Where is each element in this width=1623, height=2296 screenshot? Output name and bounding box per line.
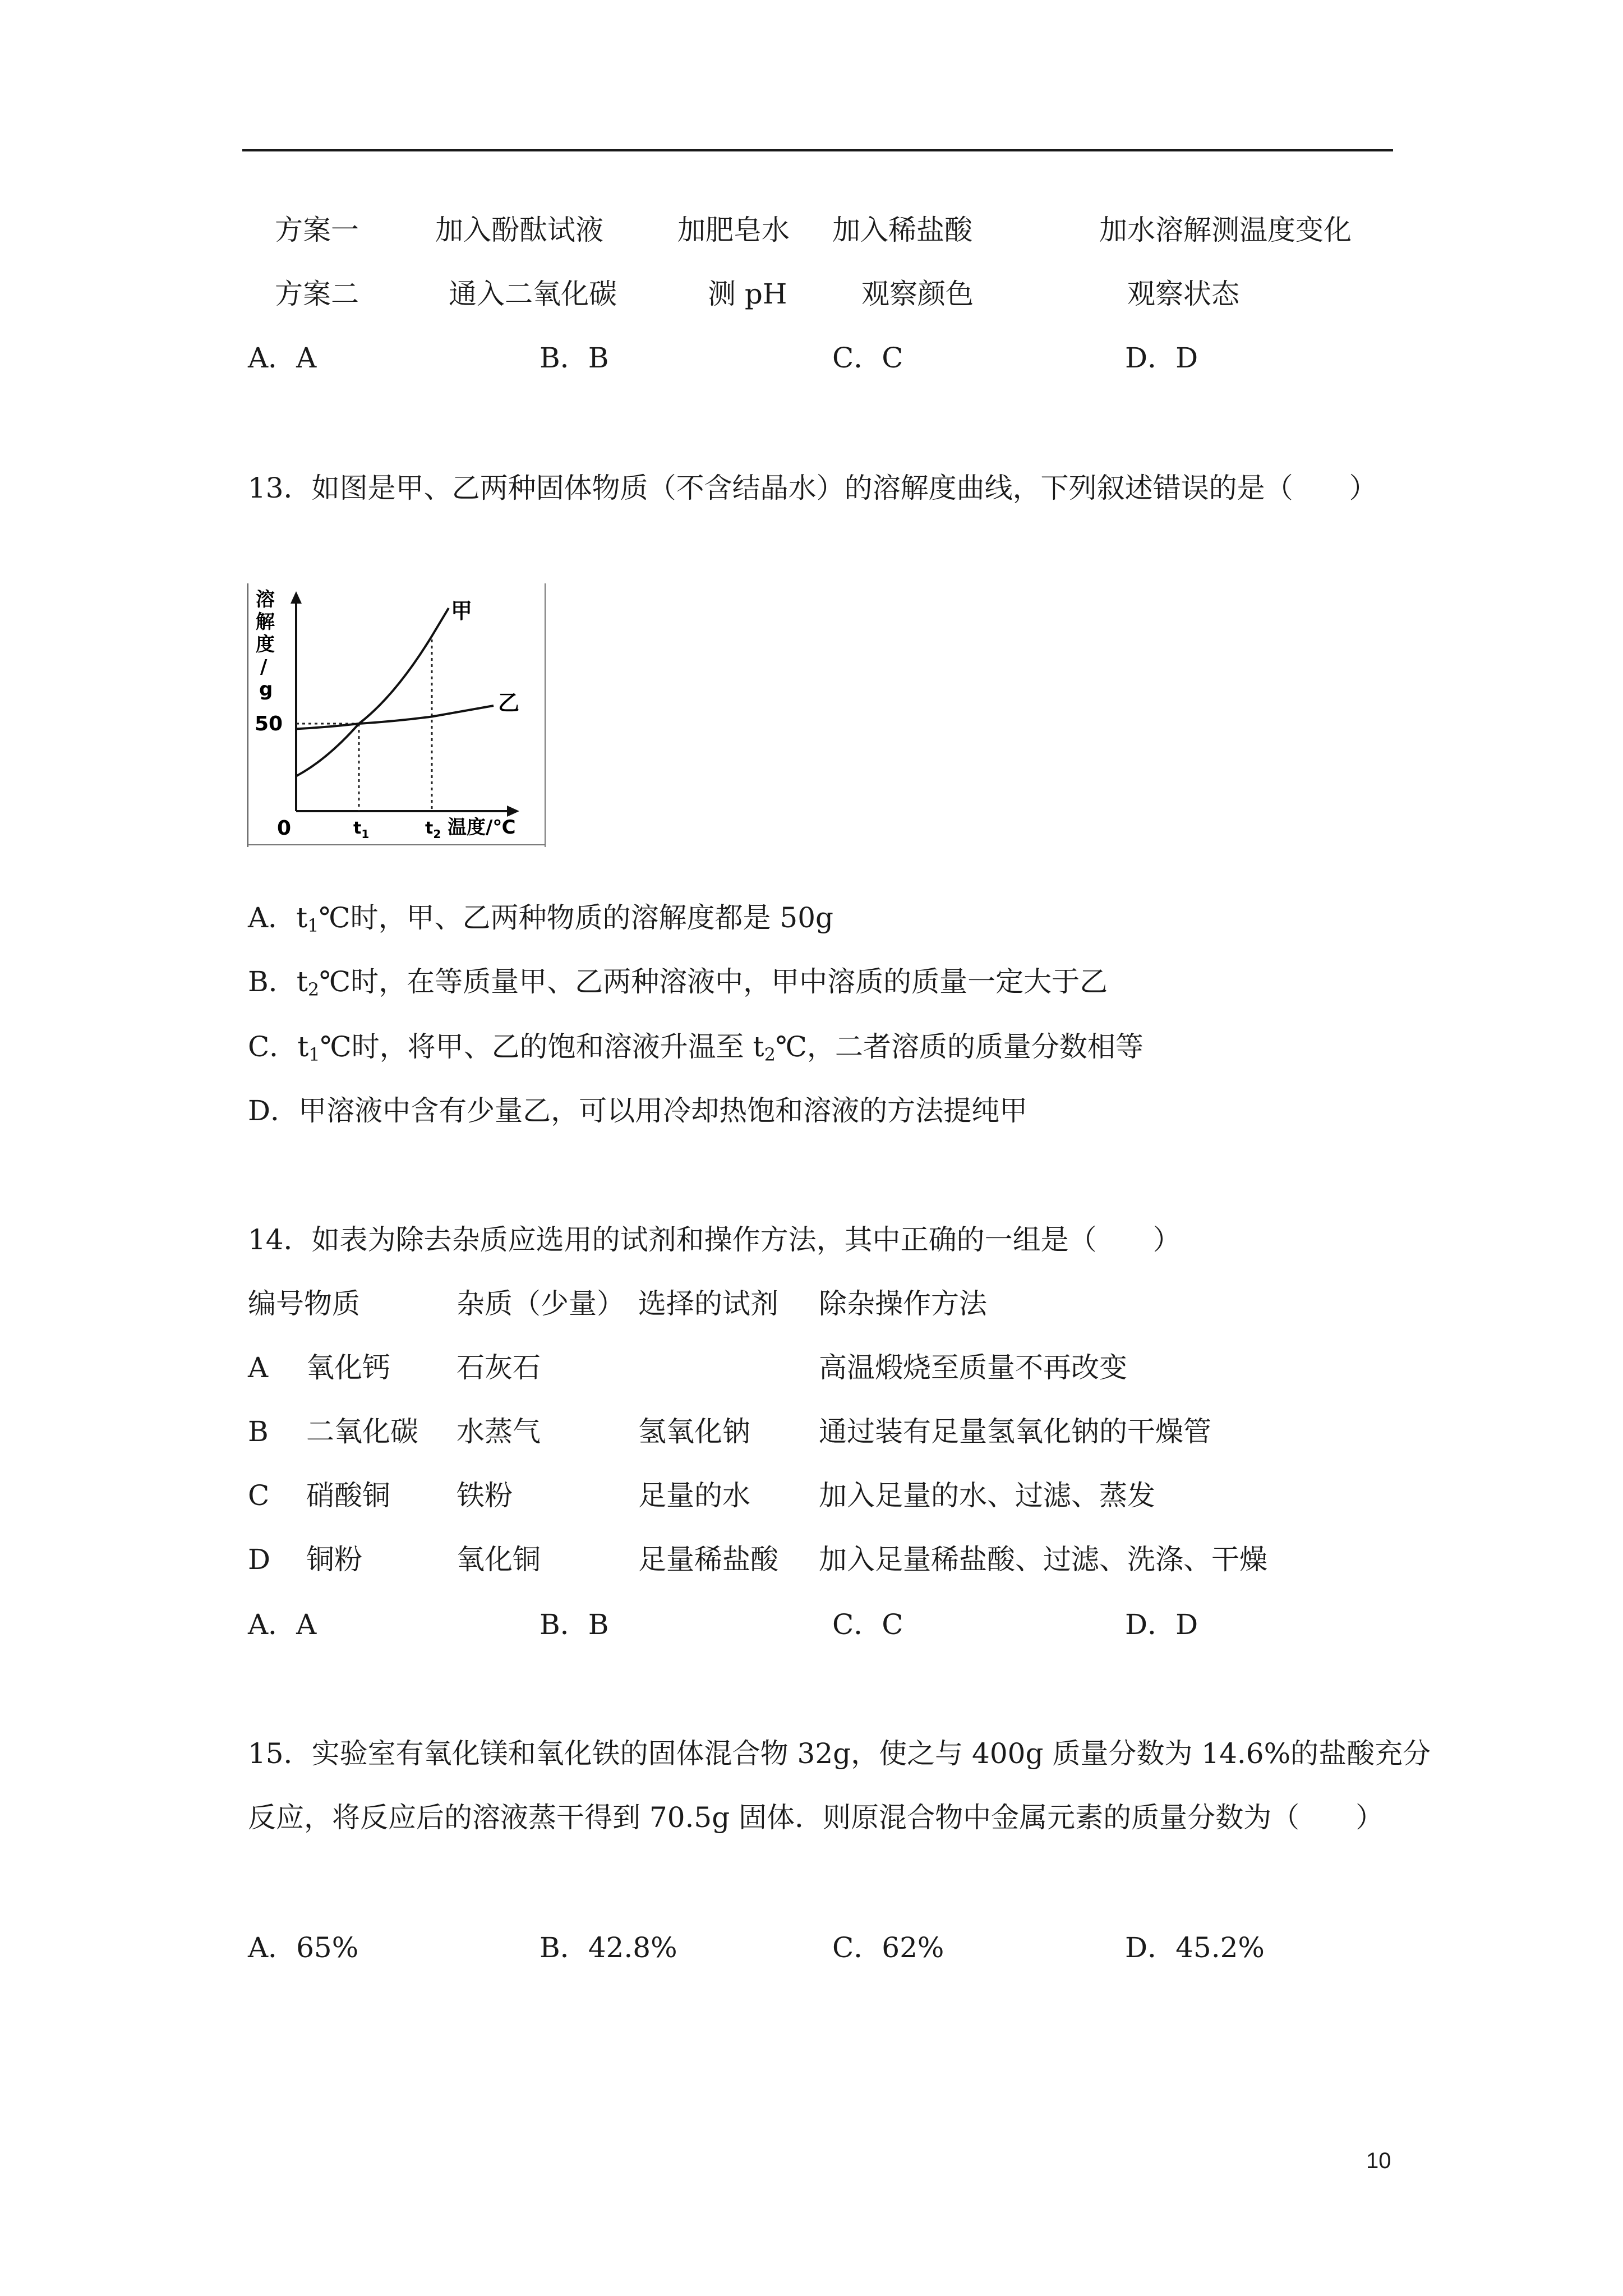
series-label-jia: 甲 — [451, 599, 473, 623]
q14-cell: 高温煅烧至质量不再改变 — [819, 1351, 1127, 1384]
origin-label: 0 — [277, 817, 292, 840]
q12-row1-cell: 加入稀盐酸 — [832, 214, 972, 246]
q14-option-d[interactable]: D．D — [1125, 1608, 1198, 1641]
q14-cell: 加入足量的水、过滤、蒸发 — [819, 1479, 1155, 1512]
q14-option-c[interactable]: C．C — [832, 1608, 903, 1641]
q14-stem: 14．如表为除去杂质应选用的试剂和操作方法，其中正确的一组是（ ） — [248, 1223, 1181, 1256]
q14-cell: 铜粉 — [306, 1543, 362, 1576]
solubility-chart — [247, 583, 550, 847]
q13-option-d[interactable]: D．甲溶液中含有少量乙，可以用冷却热饱和溶液的方法提纯甲 — [248, 1094, 1028, 1127]
q14-row-id: D — [248, 1543, 271, 1576]
q14-header-cell: 杂质（少量） — [457, 1287, 625, 1320]
q14-cell: 二氧化碳 — [306, 1415, 418, 1448]
series-label-yi: 乙 — [498, 691, 520, 715]
q12-row2-cell: 观察颜色 — [861, 278, 974, 310]
x-tick-t1: $t_1$ — [353, 818, 370, 841]
q14-option-b[interactable]: B．B — [540, 1608, 609, 1641]
q14-cell: 加入足量稀盐酸、过滤、洗涤、干燥 — [819, 1543, 1267, 1576]
page-number: 10 — [1366, 2148, 1391, 2173]
y-label-char: 溶 — [256, 588, 275, 611]
y-label-char: 解 — [256, 611, 275, 633]
q14-cell: 氧化铜 — [457, 1543, 541, 1576]
q13-option-c[interactable]: C．$t_1℃$时，将甲、乙的饱和溶液升温至 $t_2℃$，二者溶质的质量分数相等 — [248, 1030, 1144, 1065]
q13-option-a[interactable]: A．$t_1℃$时，甲、乙两种物质的溶解度都是 50g — [248, 901, 834, 936]
q15-stem-line2: 反应，将反应后的溶液蒸干得到 70.5g 固体．则原混合物中金属元素的质量分数为（ ） — [248, 1801, 1384, 1834]
q14-cell: 水蒸气 — [457, 1415, 541, 1448]
curve-yi — [296, 706, 494, 729]
q12-option-b[interactable]: B．B — [540, 342, 609, 374]
y-label-char: g — [259, 678, 273, 701]
q14-cell: 足量稀盐酸 — [638, 1543, 778, 1576]
q15-option-d[interactable]: D．45.2% — [1125, 1931, 1265, 1964]
q12-option-a[interactable]: A．A — [248, 342, 317, 374]
q15-option-b[interactable]: B．42.8% — [540, 1931, 677, 1964]
q14-cell: 通过装有足量氢氧化钠的干燥管 — [819, 1415, 1211, 1448]
q15-option-c[interactable]: C．62% — [832, 1931, 944, 1964]
q15-option-a[interactable]: A．65% — [248, 1931, 359, 1964]
y-axis-arrow — [291, 591, 302, 604]
q14-header-cell: 编号物质 — [248, 1287, 360, 1320]
y-label-char: 度 — [256, 633, 275, 656]
q14-cell: 氢氧化钠 — [638, 1415, 750, 1448]
y-tick-50: 50 — [255, 712, 283, 735]
x-tick-t2: $t_2$ — [425, 818, 441, 841]
q12-row1-cell: 加入酚酞试液 — [435, 214, 603, 246]
q12-row1-cell: 加肥皂水 — [677, 214, 790, 246]
q12-row1-label: 方案一 — [275, 214, 359, 246]
q14-header-cell: 选择的试剂 — [638, 1287, 778, 1320]
q12-option-c[interactable]: C．C — [832, 342, 903, 374]
q14-row-id: C — [248, 1479, 270, 1512]
q14-cell: 铁粉 — [457, 1479, 513, 1512]
x-axis-label: 温度/℃ — [448, 816, 516, 839]
q12-row2-label: 方案二 — [275, 278, 359, 310]
q14-cell: 石灰石 — [457, 1351, 541, 1384]
q12-row1-cell: 加水溶解测温度变化 — [1099, 214, 1352, 246]
q12-row2-cell: 测 pH — [708, 278, 787, 310]
q14-cell: 氧化钙 — [306, 1351, 390, 1384]
q15-stem-line1: 15．实验室有氧化镁和氧化铁的固体混合物 32g，使之与 400g 质量分数为 14.6%的盐酸充分 — [248, 1737, 1431, 1770]
q12-row2-cell: 通入二氧化碳 — [449, 278, 617, 310]
q12-row2-cell: 观察状态 — [1127, 278, 1239, 310]
q14-row-id: B — [248, 1415, 269, 1448]
q14-option-a[interactable]: A．A — [248, 1608, 317, 1641]
y-label-char: / — [260, 656, 268, 678]
q14-cell: 足量的水 — [638, 1479, 750, 1512]
curve-jia — [296, 608, 449, 776]
q13-stem: 13．如图是甲、乙两种固体物质（不含结晶水）的溶解度曲线，下列叙述错误的是（ ） — [248, 472, 1377, 504]
q14-row-id: A — [248, 1351, 269, 1384]
q14-header-cell: 除杂操作方法 — [819, 1287, 987, 1320]
q13-option-b[interactable]: B．$t_2℃$时，在等质量甲、乙两种溶液中，甲中溶质的质量一定大于乙 — [248, 965, 1108, 1000]
header-rule — [242, 149, 1393, 151]
x-axis-arrow — [507, 806, 519, 817]
q12-option-d[interactable]: D．D — [1125, 342, 1198, 374]
q14-cell: 硝酸铜 — [306, 1479, 390, 1512]
